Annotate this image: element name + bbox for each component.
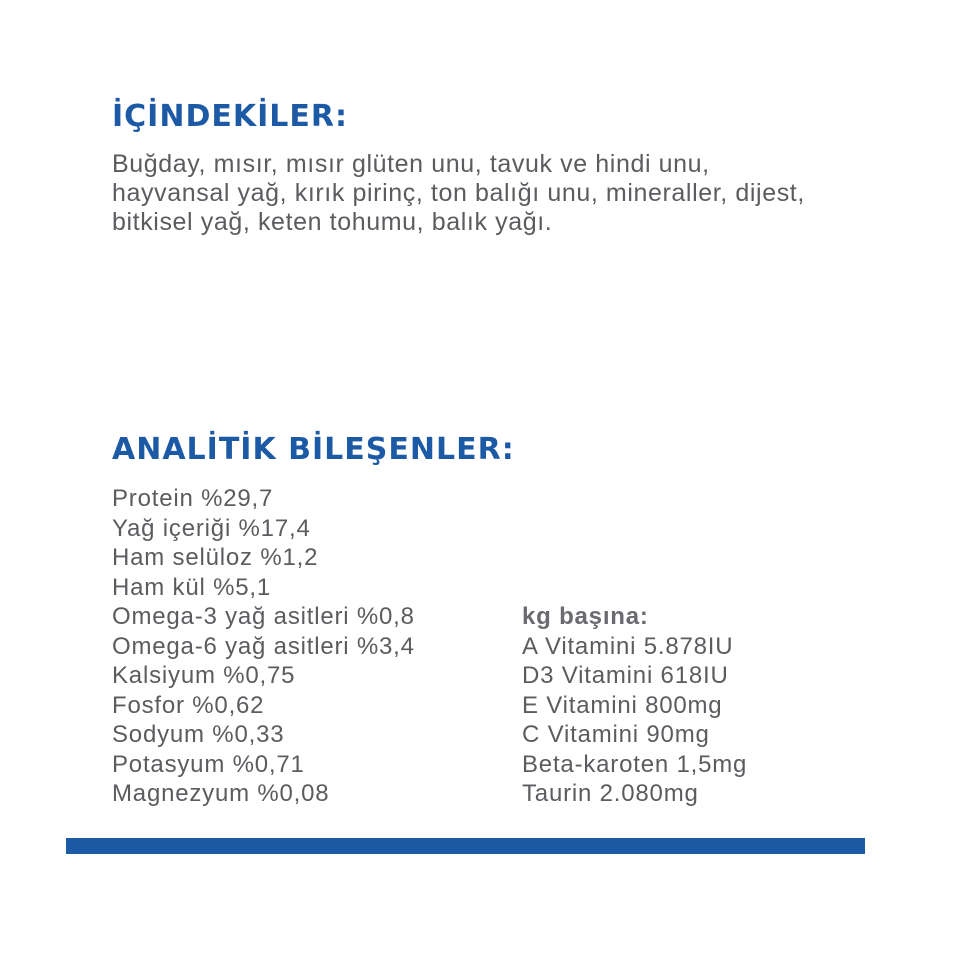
composition-item-crude-ash: Ham kül %5,1	[112, 573, 271, 601]
composition-item-sodium: Sodyum %0,33	[112, 721, 285, 748]
footer-divider-bar	[66, 838, 865, 854]
composition-item-crude-fiber: Ham selüloz %1,2	[112, 544, 319, 571]
composition-item-protein: Protein %29,7	[112, 485, 274, 512]
vitamin-item-taurine: Taurin 2.080mg	[522, 780, 699, 807]
composition-item-potassium: Potasyum %0,71	[112, 750, 305, 778]
composition-item-calcium: Kalsiyum %0,75	[112, 662, 296, 689]
composition-item-phosphorus: Fosfor %0,62	[112, 691, 265, 719]
vitamin-item-c: C Vitamini 90mg	[522, 721, 710, 748]
composition-list	[112, 484, 415, 809]
per-kg-label: kg başına:	[522, 603, 649, 630]
composition-item-omega-6: Omega-6 yağ asitleri %3,4	[112, 632, 415, 660]
ingredients-text: Buğday, mısır, mısır glüten unu, tavuk ve hindi unu, hayvansal yağ, kırık pirinç, ton balığı unu, mineraller, dijest, bitkisel yağ, keten tohumu, balık yağı.	[112, 150, 805, 236]
vitamin-item-beta-carotene: Beta-karoten 1,5mg	[522, 750, 748, 778]
composition-item-omega-3: Omega-3 yağ asitleri %0,8	[112, 603, 415, 630]
analytical-components-heading: ANALİTİK BİLEŞENLER:	[112, 432, 515, 467]
ingredients-heading: İÇİNDEKİLER:	[112, 99, 348, 134]
vitamin-item-a: A Vitamini 5.878IU	[522, 632, 734, 660]
vitamin-item-d3: D3 Vitamini 618IU	[522, 662, 729, 689]
composition-item-fat: Yağ içeriği %17,4	[112, 514, 311, 542]
vitamin-list	[522, 602, 747, 809]
vitamin-item-e: E Vitamini 800mg	[522, 691, 723, 719]
composition-item-magnesium: Magnezyum %0,08	[112, 780, 330, 807]
